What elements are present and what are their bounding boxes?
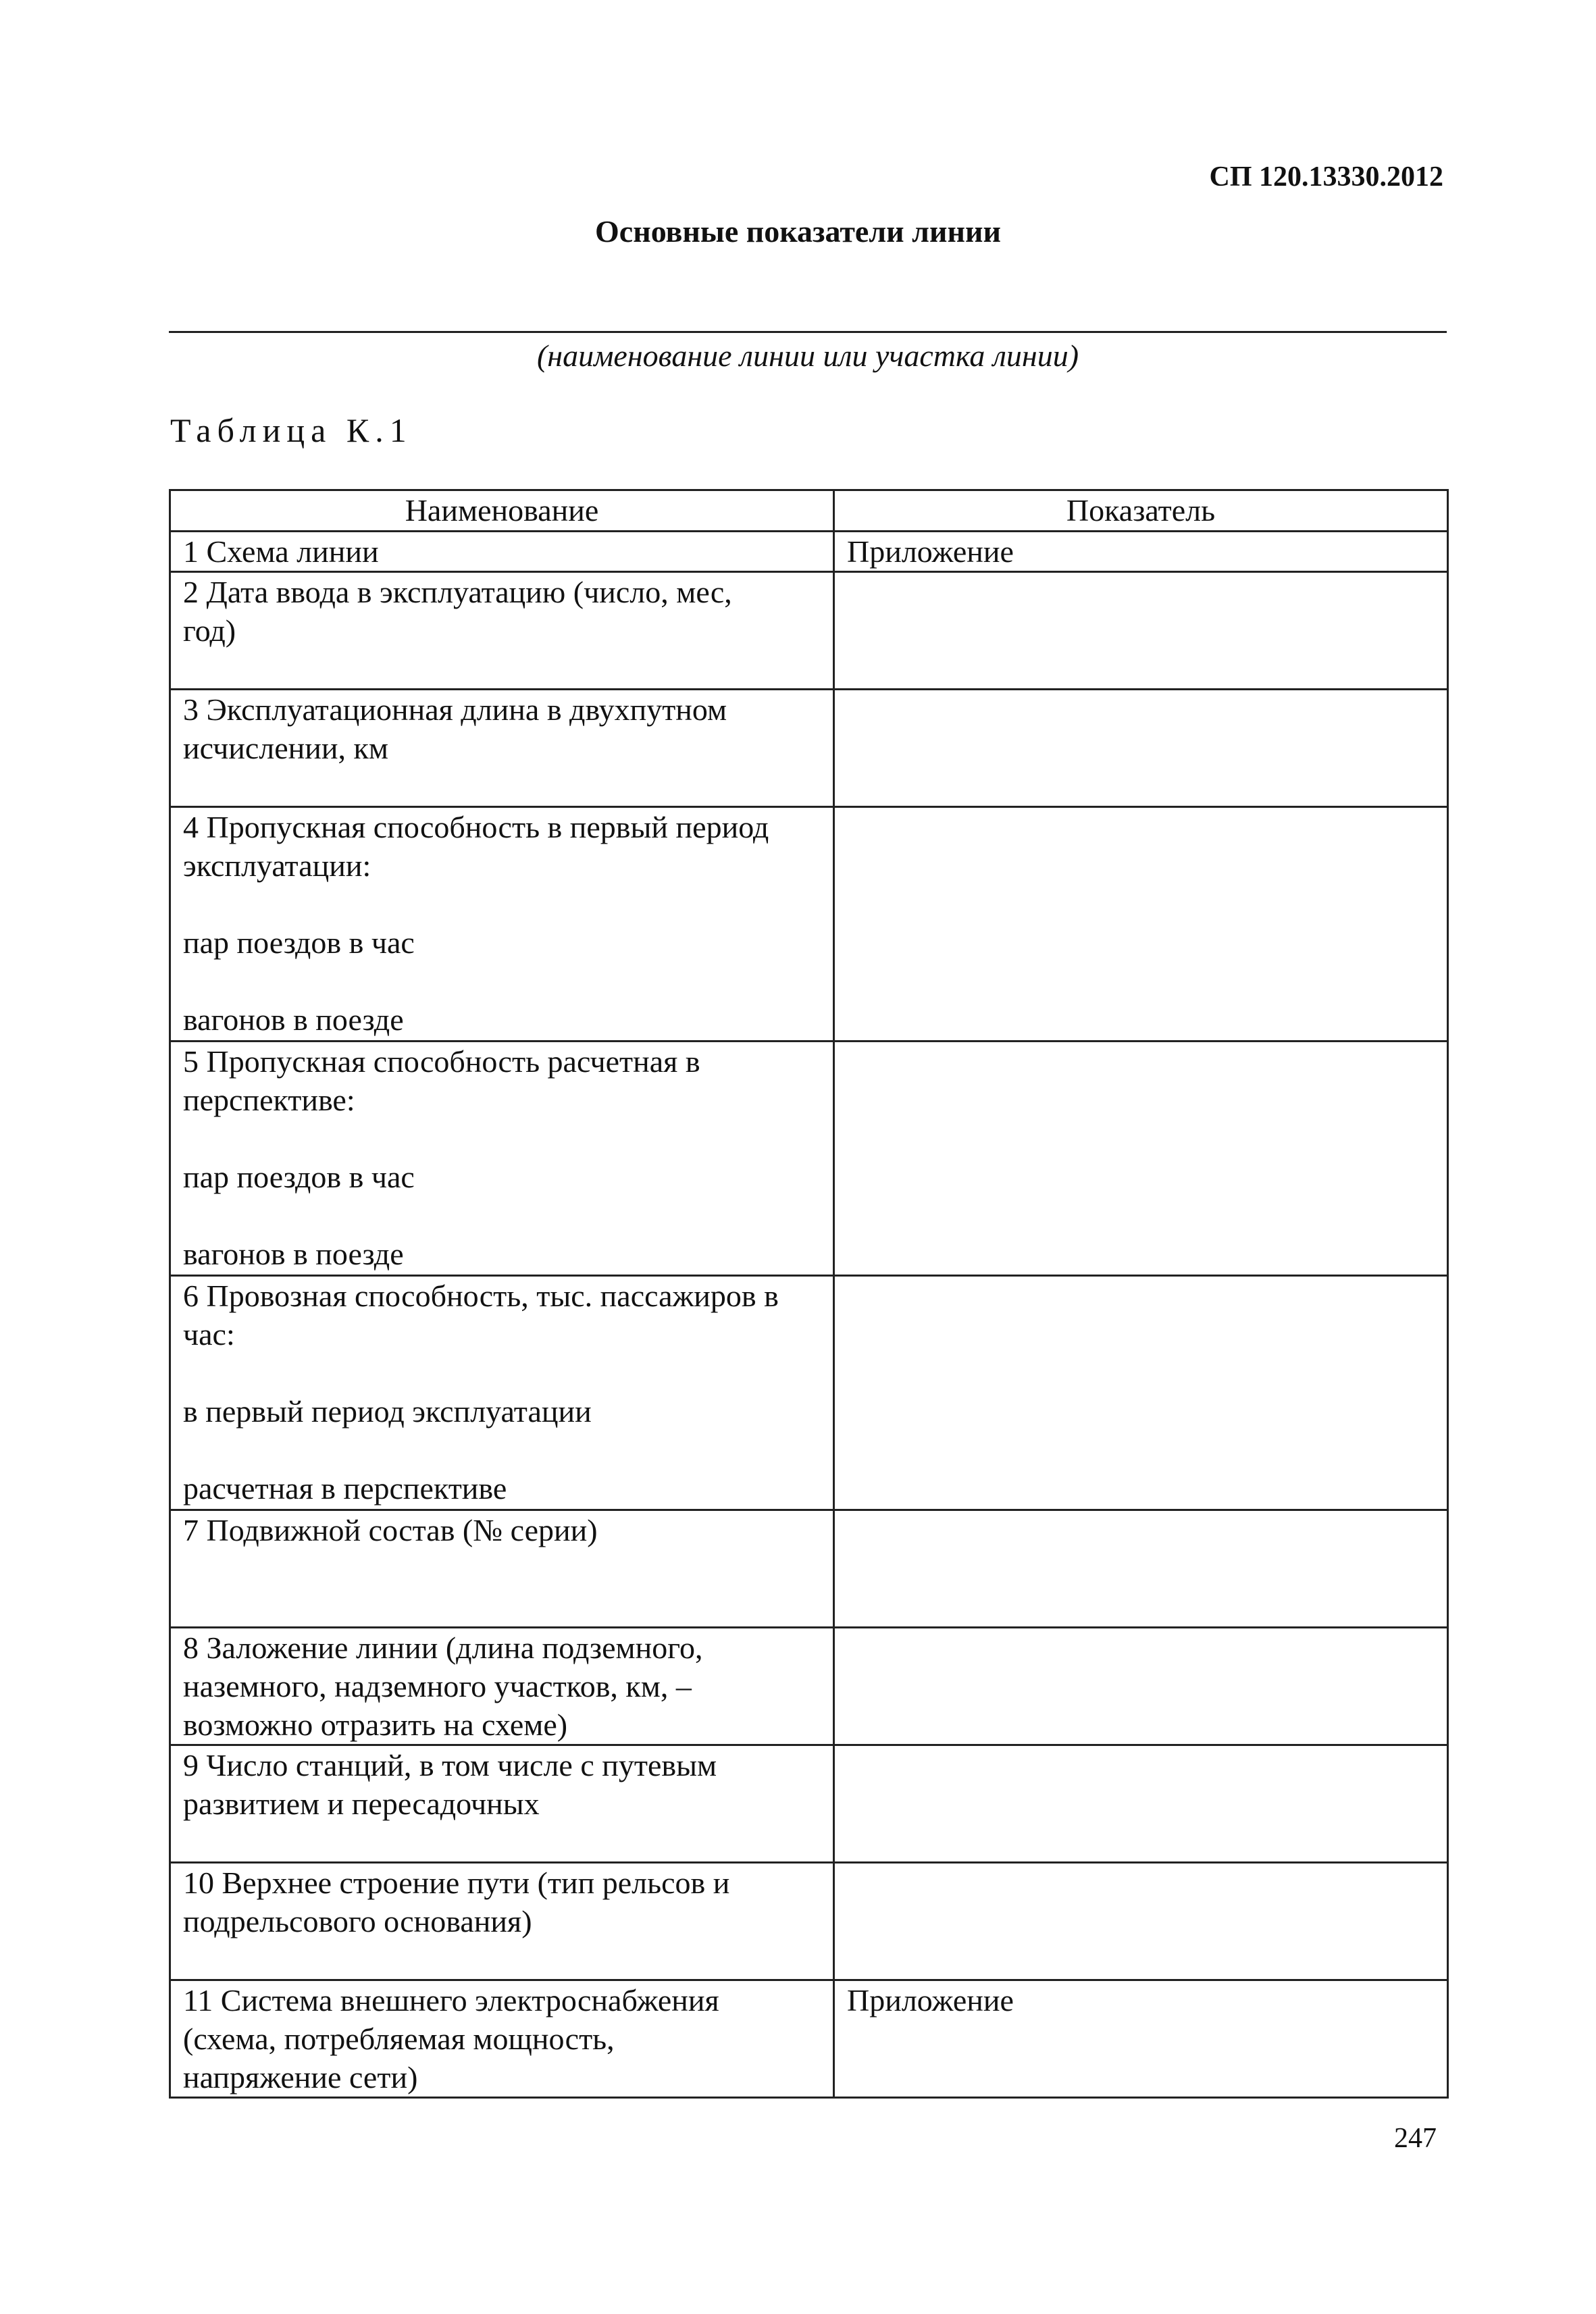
indicator-name-line: расчетная в перспективе <box>183 1471 507 1506</box>
indicator-name-line: год) <box>183 613 236 648</box>
indicator-name-cell <box>170 1628 834 1745</box>
indicator-name-line <box>183 962 821 1000</box>
indicator-name-line: возможно отразить на схеме) <box>183 1707 568 1742</box>
indicator-name-cell <box>170 1042 834 1276</box>
line-name-underline <box>169 331 1447 333</box>
indicator-name-cell <box>170 532 834 572</box>
indicator-name-cell <box>170 572 834 690</box>
table-row <box>170 690 1448 807</box>
indicator-name-line <box>183 1354 821 1392</box>
table-row <box>170 1042 1448 1276</box>
table-header-row <box>170 490 1448 532</box>
table-row <box>170 1745 1448 1863</box>
indicator-name-cell <box>170 1863 834 1980</box>
indicator-name-cell <box>170 1745 834 1863</box>
indicator-name-line: 8 Заложение линии (длина подземного, <box>183 1630 703 1665</box>
indicator-name-line: эксплуатации: <box>183 848 371 883</box>
indicator-name-line <box>183 1196 821 1235</box>
table-row <box>170 572 1448 690</box>
indicator-name-cell <box>170 1980 834 2098</box>
table-caption: Таблица К.1 <box>170 411 413 449</box>
table-row <box>170 1276 1448 1510</box>
indicator-name-line: исчислении, км <box>183 731 388 765</box>
indicator-name-line: развитием и пересадочных <box>183 1786 540 1821</box>
indicator-value-cell[interactable] <box>834 1628 1448 1745</box>
indicator-name-line: вагонов в поезде <box>183 1237 404 1271</box>
indicator-name-line: пар поездов в час <box>183 1160 415 1194</box>
indicator-name-line: напряжение сети) <box>183 2060 418 2094</box>
column-header-value: Показатель <box>834 490 1448 532</box>
indicator-name-line: (схема, потребляемая мощность, <box>183 2022 615 2056</box>
indicators-table <box>169 489 1449 2099</box>
indicator-value-cell[interactable] <box>834 1745 1448 1863</box>
indicator-name-line: 3 Эксплуатационная длина в двухпутном <box>183 692 727 727</box>
indicator-name-line: подрельсового основания) <box>183 1904 532 1938</box>
indicator-value-cell[interactable] <box>834 807 1448 1042</box>
indicator-name-line: 2 Дата ввода в эксплуатацию (число, мес, <box>183 575 732 609</box>
page-number: 247 <box>1394 2123 1437 2154</box>
indicator-name-line <box>183 1431 821 1469</box>
indicator-name-cell <box>170 1276 834 1510</box>
indicator-name-line: пар поездов в час <box>183 925 415 960</box>
column-header-name: Наименование <box>170 490 834 532</box>
indicator-name-line: 1 Схема линии <box>183 534 379 569</box>
table-row <box>170 1863 1448 1980</box>
indicator-name-line: 9 Число станций, в том числе с путевым <box>183 1748 717 1782</box>
indicator-name-line: перспективе: <box>183 1083 355 1117</box>
table-row <box>170 532 1448 572</box>
indicator-name-line: наземного, надземного участков, км, – <box>183 1669 692 1703</box>
document-code: СП 120.13330.2012 <box>1209 161 1443 192</box>
table-row <box>170 807 1448 1042</box>
indicator-name-line: час: <box>183 1317 235 1352</box>
indicator-value-cell[interactable] <box>834 1863 1448 1980</box>
indicator-name-line: 5 Пропускная способность расчетная в <box>183 1044 700 1079</box>
indicator-name-line: 6 Провозная способность, тыс. пассажиров в <box>183 1279 779 1313</box>
indicator-name-line <box>183 885 821 923</box>
indicator-value-cell[interactable] <box>834 572 1448 690</box>
indicator-name-cell <box>170 1510 834 1628</box>
table-row <box>170 1628 1448 1745</box>
indicator-name-line: 7 Подвижной состав (№ серии) <box>183 1513 598 1547</box>
table-row <box>170 1510 1448 1628</box>
indicator-name-line: 4 Пропускная способность в первый период <box>183 810 769 844</box>
line-name-caption: (наименование линии или участка линии) <box>536 338 1079 373</box>
indicator-name-line: в первый период эксплуатации <box>183 1394 592 1429</box>
indicator-name-line: 11 Система внешнего электроснабжения <box>183 1983 719 2017</box>
indicator-name-line <box>183 1119 821 1158</box>
indicator-value-cell[interactable]: Приложение <box>834 1980 1448 2098</box>
indicator-value-cell[interactable] <box>834 1276 1448 1510</box>
indicator-name-line: вагонов в поезде <box>183 1002 404 1037</box>
indicator-value-cell[interactable] <box>834 1042 1448 1276</box>
indicator-name-line: 10 Верхнее строение пути (тип рельсов и <box>183 1866 730 1900</box>
page-title: Основные показатели линии <box>595 214 1001 249</box>
indicator-name-cell <box>170 690 834 807</box>
table-row <box>170 1980 1448 2098</box>
indicator-value-cell[interactable]: Приложение <box>834 532 1448 572</box>
indicator-value-cell[interactable] <box>834 690 1448 807</box>
indicator-name-cell <box>170 807 834 1042</box>
indicator-value-cell[interactable] <box>834 1510 1448 1628</box>
